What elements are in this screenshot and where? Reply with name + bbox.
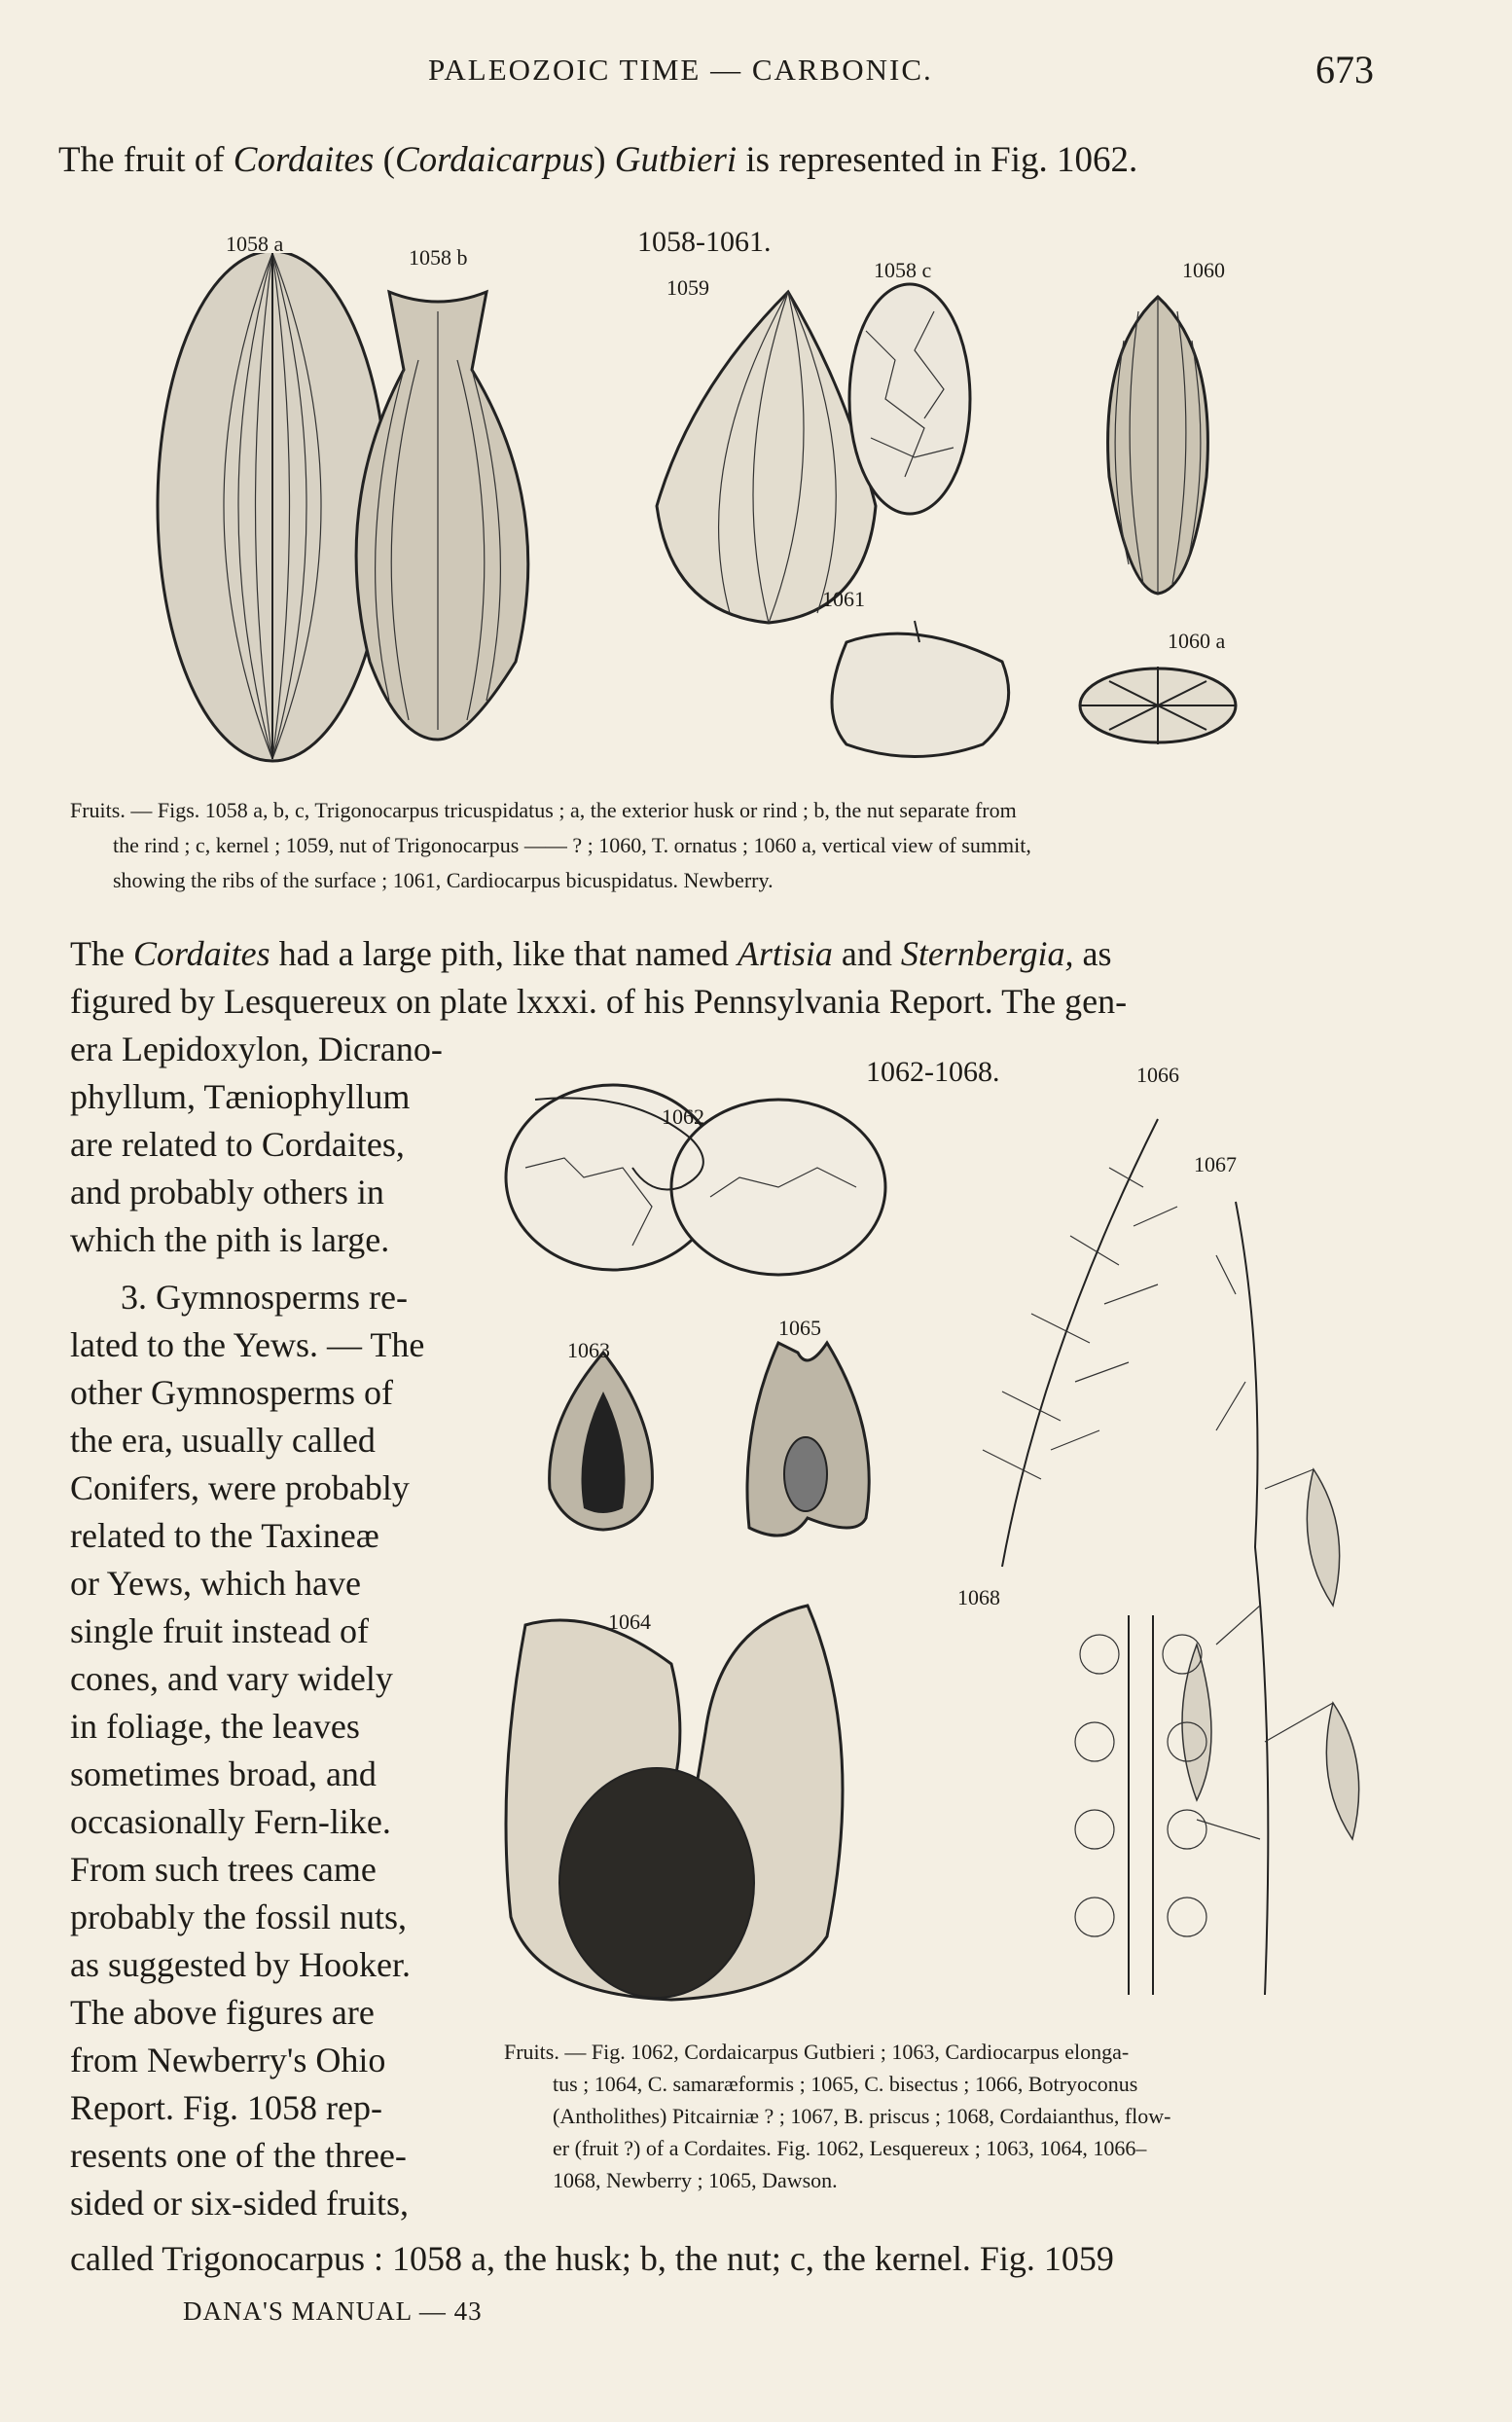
fruit-1060a-summit-view — [1080, 667, 1236, 744]
column-line: Report. Fig. 1058 rep- — [70, 2088, 382, 2127]
fruit-1064 — [506, 1606, 843, 2000]
column-line: in foliage, the leaves — [70, 1707, 360, 1746]
fruit-1058c-kernel — [849, 284, 970, 514]
label-1067: 1067 — [1194, 1152, 1237, 1176]
label-1065: 1065 — [778, 1316, 821, 1340]
label-1068: 1068 — [957, 1585, 1000, 1609]
column-line: Conifers, were probably — [70, 1468, 410, 1507]
column-line: phyllum, Tæniophyllum — [70, 1077, 411, 1116]
fruit-1058a-husk — [158, 253, 387, 761]
fruit-1059 — [657, 292, 876, 623]
column-line: sided or six-sided fruits, — [70, 2184, 409, 2223]
page-header — [0, 47, 1512, 95]
column-line: occasionally Fern-like. — [70, 1802, 391, 1841]
fruit-1058b-nut — [356, 292, 528, 740]
label-1059: 1059 — [666, 275, 709, 300]
column-line: from Newberry's Ohio — [70, 2041, 386, 2079]
column-line: are related to Cordaites, — [70, 1125, 405, 1164]
fruit-1060 — [1108, 297, 1208, 594]
column-line: or Yews, which have — [70, 1564, 361, 1603]
label-1062: 1062 — [662, 1104, 704, 1129]
paragraph-line-2: figured by Lesquereux on plate lxxxi. of his Pennsylvania Report. The gen- — [70, 982, 1128, 1021]
fruit-1067 — [1182, 1202, 1359, 1995]
fruit-1061 — [832, 621, 1009, 757]
label-1066: 1066 — [1136, 1063, 1179, 1087]
column-line: which the pith is large. — [70, 1220, 390, 1259]
label-1058b: 1058 b — [409, 245, 468, 270]
column-line: sometimes broad, and — [70, 1754, 377, 1793]
label-1060a: 1060 a — [1168, 629, 1226, 653]
label-group-1058-1061: 1058-1061. — [637, 226, 772, 258]
top-figure-illustration — [146, 253, 1314, 778]
bottom-figure-illustration — [496, 1061, 1391, 2014]
column-line: era Lepidoxylon, Dicrano- — [70, 1030, 443, 1068]
label-1058c: 1058 c — [874, 258, 932, 282]
top-figure-caption: Fruits. — Figs. 1058 a, b, c, Trigonocarpus tricuspidatus ; a, the exterior husk or rind ; b, the nut separate from the rind ; c, kernel ; 1059, nut of Trigonocarpus —— ? ; 1060, T. ornatus ; 1060 a, vertical view of summit, showing the ribs of the surface ; 1061, Cardiocarpus bicuspidatus. Newberry. — [70, 798, 1031, 892]
column-line: lated to the Yews. — The — [70, 1325, 425, 1364]
fruit-1066 — [983, 1119, 1177, 1567]
label-1060: 1060 — [1182, 258, 1225, 282]
column-line: related to the Taxineæ — [70, 1516, 379, 1555]
column-line: The above figures are — [70, 1993, 375, 2032]
label-1063: 1063 — [567, 1338, 610, 1362]
label-group-1062-1068: 1062-1068. — [866, 1056, 1000, 1088]
column-line: the era, usually called — [70, 1421, 376, 1460]
paragraph-line-1: The Cordaites had a large pith, like that named Artisia and Sternbergia, as — [70, 934, 1112, 973]
column-line: and probably others in — [70, 1173, 384, 1211]
fruit-1063 — [550, 1353, 653, 1530]
bottom-figure-caption: Fruits. — Fig. 1062, Cordaicarpus Gutbieri ; 1063, Cardiocarpus elonga- tus ; 1064, C. samaræformis ; 1065, C. bisectus ; 1066, Botryoconus (Antholithes) Pitcairniæ ? ; 1067, B. priscus ; 1068, Cordaianthus, flow- er (fruit ?) of a Cordaites. Fig. 1062, Lesquereux ; 1063, 1064, 1066– 1068, Newberry ; 1065, Dawson. — [504, 2040, 1171, 2192]
fruit-1065 — [747, 1343, 869, 1536]
left-column-text — [70, 1026, 479, 2227]
column-line: 3. Gymnosperms re- — [121, 1278, 408, 1317]
label-1064: 1064 — [608, 1609, 651, 1634]
column-line: single fruit instead of — [70, 1611, 369, 1650]
intro-sentence: The fruit of Cordaites (Cordaicarpus) Gutbieri is represented in Fig. 1062. — [58, 140, 1138, 180]
column-line: as suggested by Hooker. — [70, 1945, 411, 1984]
column-line: From such trees came — [70, 1850, 377, 1889]
column-line: probably the fossil nuts, — [70, 1898, 407, 1936]
page-number: 673 — [1315, 48, 1374, 91]
column-line: resents one of the three- — [70, 2136, 407, 2175]
label-1058a: 1058 a — [226, 232, 284, 256]
final-line: called Trigonocarpus : 1058 a, the husk; b, the nut; c, the kernel. Fig. 1059 — [70, 2239, 1114, 2278]
signature-mark: DANA'S MANUAL — 43 — [183, 2296, 483, 2326]
running-title: PALEOZOIC TIME — CARBONIC. — [428, 53, 933, 87]
fruit-1068 — [1075, 1615, 1206, 1995]
column-line: cones, and vary widely — [70, 1659, 393, 1698]
label-1061: 1061 — [822, 587, 865, 611]
column-line: other Gymnosperms of — [70, 1373, 393, 1412]
